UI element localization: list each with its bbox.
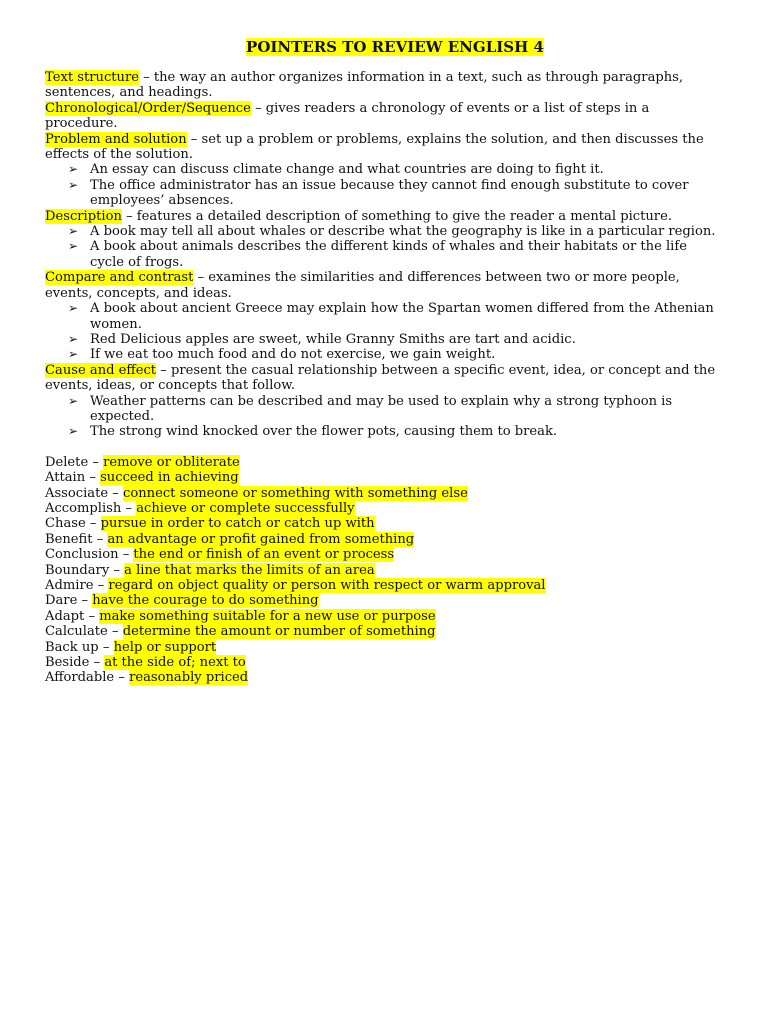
- arrow-bullet-icon: ➢: [68, 331, 79, 346]
- vocabulary-item: [45, 640, 725, 655]
- vocabulary-meaning: make something suitable for a new use or purpose: [99, 608, 436, 624]
- structure-definition: [45, 209, 725, 224]
- example-text: If we eat too much food and do not exercise, we gain weight.: [90, 347, 496, 363]
- example-item: [68, 178, 725, 209]
- example-item: [68, 239, 725, 270]
- structure-definition: [45, 132, 725, 163]
- vocabulary-word: Accomplish: [45, 500, 122, 516]
- vocabulary-word: Calculate: [45, 624, 108, 640]
- structure-definition-text: – features a detailed description of something to give the reader a mental picture.: [126, 208, 672, 224]
- vocabulary-dash: –: [93, 655, 101, 671]
- example-text: An essay can discuss climate change and what countries are doing to fight it.: [90, 162, 604, 178]
- vocabulary-word: Admire: [45, 578, 94, 593]
- vocabulary-dash: –: [97, 578, 105, 593]
- vocabulary-meaning: achieve or complete successfully: [136, 500, 355, 516]
- example-text: A book about animals describes the different kinds of whales and their habitats or the life cycle of frogs.: [90, 239, 687, 270]
- text-structures-section: [45, 70, 725, 440]
- vocabulary-list: [45, 455, 725, 686]
- structure-term: Compare and contrast: [45, 270, 194, 286]
- vocabulary-meaning: connect someone or something with something else: [123, 485, 468, 501]
- vocabulary-meaning: regard on object quality or person with respect or warm approval: [108, 578, 546, 593]
- structure-block: [45, 209, 725, 271]
- example-list: [45, 301, 725, 363]
- example-item: [68, 347, 725, 362]
- vocabulary-word: Adapt: [45, 608, 85, 624]
- structure-definition: [45, 70, 725, 101]
- title-text: POINTERS TO REVIEW ENGLISH 4: [246, 38, 544, 56]
- vocabulary-dash: –: [118, 670, 125, 686]
- vocabulary-dash: –: [89, 470, 96, 486]
- document-title: [45, 38, 725, 56]
- structure-term: Problem and solution: [45, 131, 187, 147]
- structure-definition-text: – gives readers a chronology of events or a list of steps in a procedure.: [45, 100, 650, 132]
- vocabulary-item: [45, 501, 725, 516]
- example-text: A book may tell all about whales or describe what the geography is like in a particular region.: [90, 224, 716, 240]
- structure-block: [45, 70, 725, 101]
- example-text: The strong wind knocked over the flower pots, causing them to break.: [90, 424, 558, 440]
- vocabulary-item: [45, 563, 725, 578]
- vocabulary-item: [45, 516, 725, 531]
- structure-definition: [45, 270, 725, 301]
- vocabulary-word: Back up: [45, 639, 99, 655]
- vocabulary-meaning: a line that marks the limits of an area: [124, 562, 375, 578]
- vocabulary-dash: –: [122, 547, 130, 563]
- example-text: Red Delicious apples are sweet, while Granny Smiths are tart and acidic.: [90, 331, 576, 347]
- structure-definition-text: – examines the similarities and differences between two or more people, events, concepts, and ideas.: [45, 270, 680, 301]
- vocabulary-word: Benefit: [45, 531, 93, 547]
- vocabulary-meaning: an advantage or profit gained from something: [107, 531, 415, 547]
- vocabulary-word: Delete: [45, 454, 89, 470]
- vocabulary-word: Beside: [45, 655, 90, 671]
- vocabulary-dash: –: [88, 608, 96, 624]
- arrow-bullet-icon: ➢: [68, 347, 79, 362]
- vocabulary-meaning: help or support: [113, 639, 217, 655]
- vocabulary-dash: –: [111, 624, 119, 640]
- vocabulary-meaning: reasonably priced: [129, 670, 249, 686]
- structure-definition: [45, 101, 725, 132]
- arrow-bullet-icon: ➢: [68, 424, 79, 439]
- vocabulary-item: [45, 624, 725, 639]
- vocabulary-item: [45, 532, 725, 547]
- vocabulary-item: [45, 486, 725, 501]
- structure-block: [45, 270, 725, 362]
- vocabulary-meaning: pursue in order to catch or catch up with: [100, 516, 375, 532]
- vocabulary-meaning: succeed in achieving: [100, 470, 239, 486]
- vocabulary-item: [45, 670, 725, 685]
- vocabulary-item: [45, 578, 725, 593]
- vocabulary-word: Associate: [45, 485, 109, 501]
- structure-term: Chronological/Order/Sequence: [45, 100, 251, 116]
- vocabulary-meaning: have the courage to do something: [92, 593, 319, 609]
- example-text: The office administrator has an issue because they cannot find enough substitute to cover employees’ absences.: [90, 177, 689, 209]
- vocabulary-dash: –: [102, 639, 110, 655]
- arrow-bullet-icon: ➢: [68, 239, 79, 254]
- example-item: [68, 332, 725, 347]
- vocabulary-meaning: at the side of; next to: [104, 655, 246, 671]
- example-item: [68, 301, 725, 332]
- vocabulary-item: [45, 470, 725, 485]
- structure-block: [45, 101, 725, 132]
- vocabulary-word: Affordable: [45, 670, 115, 686]
- structure-term: Description: [45, 208, 122, 224]
- vocabulary-dash: –: [92, 454, 99, 470]
- example-list: [45, 162, 725, 208]
- arrow-bullet-icon: ➢: [68, 393, 79, 408]
- structure-term: Cause and effect: [45, 362, 157, 378]
- arrow-bullet-icon: ➢: [68, 301, 79, 316]
- vocabulary-item: [45, 547, 725, 562]
- structure-block: [45, 363, 725, 440]
- vocabulary-dash: –: [81, 593, 89, 609]
- vocabulary-item: [45, 655, 725, 670]
- vocabulary-word: Conclusion: [45, 547, 119, 563]
- vocabulary-dash: –: [89, 516, 97, 532]
- example-item: [68, 162, 725, 177]
- structure-definition-text: – present the casual relationship between a specific event, idea, or concept and the events, ideas, or concepts that follow.: [45, 362, 716, 394]
- example-text: A book about ancient Greece may explain how the Spartan women differed from the Athenian women.: [90, 301, 714, 332]
- document-page: [45, 38, 725, 686]
- arrow-bullet-icon: ➢: [68, 162, 79, 177]
- example-text: Weather patterns can be described and may be used to explain why a strong typhoon is expected.: [90, 393, 673, 424]
- vocabulary-dash: –: [113, 562, 120, 578]
- vocabulary-dash: –: [96, 531, 104, 547]
- vocabulary-meaning: remove or obliterate: [103, 454, 240, 470]
- vocabulary-item: [45, 455, 725, 470]
- arrow-bullet-icon: ➢: [68, 177, 79, 192]
- structure-definition-text: – set up a problem or problems, explains the solution, and then discusses the effects of the solution.: [45, 131, 704, 163]
- vocabulary-word: Attain: [45, 470, 86, 486]
- structure-term: Text structure: [45, 70, 139, 85]
- vocabulary-item: [45, 609, 725, 624]
- example-item: [68, 394, 725, 425]
- vocabulary-dash: –: [125, 500, 133, 516]
- example-item: [68, 224, 725, 239]
- example-list: [45, 224, 725, 270]
- example-item: [68, 424, 725, 439]
- example-list: [45, 394, 725, 440]
- arrow-bullet-icon: ➢: [68, 224, 79, 239]
- vocabulary-word: Dare: [45, 593, 78, 609]
- structure-definition-text: – the way an author organizes information in a text, such as through paragraphs, sentences, and headings.: [45, 70, 684, 101]
- vocabulary-item: [45, 593, 725, 608]
- vocabulary-meaning: determine the amount or number of something: [122, 624, 436, 640]
- vocabulary-dash: –: [112, 485, 119, 501]
- structure-definition: [45, 363, 725, 394]
- structure-block: [45, 132, 725, 209]
- vocabulary-word: Boundary: [45, 562, 110, 578]
- vocabulary-word: Chase: [45, 516, 86, 532]
- vocabulary-meaning: the end or finish of an event or process: [133, 547, 395, 563]
